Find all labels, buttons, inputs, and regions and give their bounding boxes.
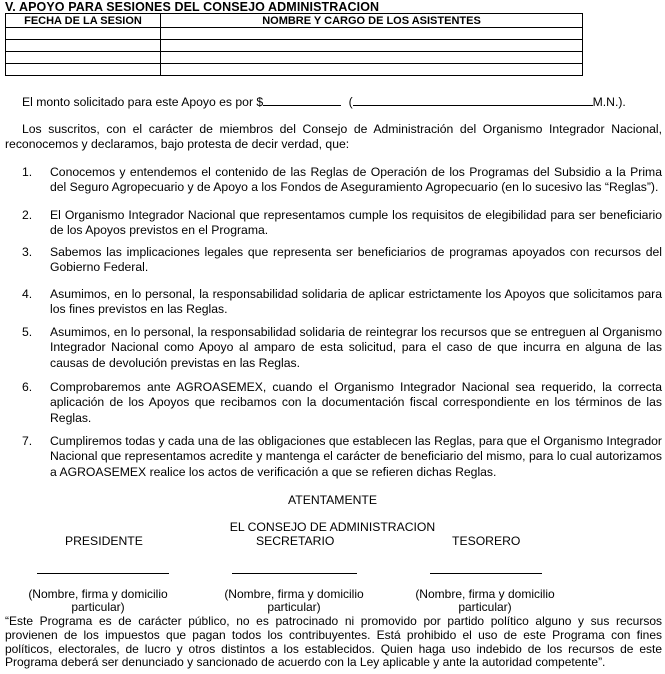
- item-number: 5.: [22, 325, 33, 339]
- item-text: Conocemos y entendemos el contenido de las Reglas de Operación de los Programas del Subsidio a la Prima del Seguro Agropecuario y de Apoyo a los Fondos de Aseguramiento Agropecuario (en lo sucesivo las “Reglas”).: [50, 165, 662, 195]
- attendees-cell[interactable]: [161, 64, 583, 76]
- item-number: 3.: [22, 245, 33, 259]
- role-treasurer: TESORERO: [452, 534, 521, 548]
- column-header-date: FECHA DE LA SESION: [6, 14, 161, 28]
- treasurer-signature-line[interactable]: [430, 573, 542, 574]
- table-row: [6, 28, 583, 40]
- amount-prefix: El monto solicitado para este Apoyo es por $: [22, 95, 264, 109]
- amount-open-paren: (: [348, 95, 353, 109]
- president-signature-caption: [18, 588, 178, 614]
- item-text: Comprobaremos ante AGROASEMEX, cuando el Organismo Integrador Nacional sea requerido, la correcta aplicación de los Apoyos que recibamos con la documentación fiscal correspondiente en los términos de las Reglas.: [50, 380, 662, 425]
- caption-line: particular): [267, 600, 321, 614]
- item-number: 6.: [22, 380, 33, 394]
- amount-words-field[interactable]: [353, 94, 593, 106]
- table-row: [6, 40, 583, 52]
- amount-line: [22, 94, 662, 110]
- president-signature-line[interactable]: [37, 573, 169, 574]
- council-heading: EL CONSEJO DE ADMINISTRACION: [229, 520, 436, 534]
- table-row: [6, 52, 583, 64]
- role-president: PRESIDENTE: [65, 534, 143, 548]
- table-header-row: [6, 14, 583, 28]
- secretary-signature-line[interactable]: [232, 573, 357, 574]
- table-row: [6, 64, 583, 76]
- intro-paragraph: Los suscritos, con el carácter de miembros del Consejo de Administración del Organismo Integrador Nacional, reconocemos y declaramos, bajo protesta de decir verdad, que:: [5, 122, 662, 151]
- section-title: V. APOYO PARA SESIONES DEL CONSEJO ADMINISTRACION: [5, 0, 380, 14]
- closing-text: ATENTAMENTE: [288, 493, 377, 507]
- attendees-cell[interactable]: [161, 40, 583, 52]
- item-text: Cumpliremos todas y cada una de las obligaciones que establecen las Reglas, para que el Organismo Integrador Nacional que representamos acredite y mantenga el carácter de beneficiario del mismo, para lo cual autorizamos a AGROASEMEX realice los actos de verificación a que se refieren dichas Reglas.: [50, 434, 662, 479]
- item-text: Asumimos, en lo personal, la responsabilidad solidaria de reintegrar los recursos que se entreguen al Organismo Integrador Nacional como Apoyo al amparo de esta solicitud, para el caso de que incurra en alguna de las causas de devolución previstas en las Reglas.: [50, 325, 662, 370]
- attendees-cell[interactable]: [161, 28, 583, 40]
- item-text: Asumimos, en lo personal, la responsabilidad solidaria de aplicar estrictamente los Apoyos que solicitamos para los fines previstos en las Reglas.: [50, 287, 662, 317]
- caption-line: (Nombre, firma y domicilio: [224, 587, 364, 601]
- caption-line: (Nombre, firma y domicilio: [415, 587, 555, 601]
- item-text: El Organismo Integrador Nacional que representamos cumple los requisitos de elegibilidad para ser beneficiario de los Apoyos previstos en el Programa.: [50, 208, 662, 238]
- attendees-cell[interactable]: [161, 52, 583, 64]
- item-number: 7.: [22, 434, 33, 448]
- caption-line: (Nombre, firma y domicilio: [28, 587, 168, 601]
- role-secretary: SECRETARIO: [256, 534, 335, 548]
- treasurer-signature-caption: [405, 588, 565, 614]
- item-text: Sabemos las implicaciones legales que representa ser beneficiarios de programas apoyados con recursos del Gobierno Federal.: [50, 245, 662, 275]
- item-number: 2.: [22, 208, 33, 222]
- date-cell[interactable]: [6, 28, 161, 40]
- item-number: 4.: [22, 287, 33, 301]
- secretary-signature-caption: [214, 588, 374, 614]
- amount-suffix: M.N.).: [592, 95, 626, 109]
- date-cell[interactable]: [6, 40, 161, 52]
- column-header-attendees: NOMBRE Y CARGO DE LOS ASISTENTES: [161, 14, 583, 28]
- caption-line: particular): [71, 600, 125, 614]
- sessions-table: [5, 13, 583, 76]
- program-disclaimer: “Este Programa es de carácter público, no es patrocinado ni promovido por partido político alguno y sus recursos provienen de los impuestos que pagan todos los contribuyentes. Está prohibido el uso de este Programa con fines políticos, electorales, de lucro y otros distintos a los establecidos. Quien haga uso indebido de los recursos de este Programa deberá ser denunciado y sancionado de acuerdo con la Ley aplicable y ante la autoridad competente”.: [5, 614, 662, 670]
- item-number: 1.: [22, 165, 33, 179]
- date-cell[interactable]: [6, 52, 161, 64]
- amount-number-field[interactable]: [263, 94, 341, 106]
- caption-line: particular): [458, 600, 512, 614]
- date-cell[interactable]: [6, 64, 161, 76]
